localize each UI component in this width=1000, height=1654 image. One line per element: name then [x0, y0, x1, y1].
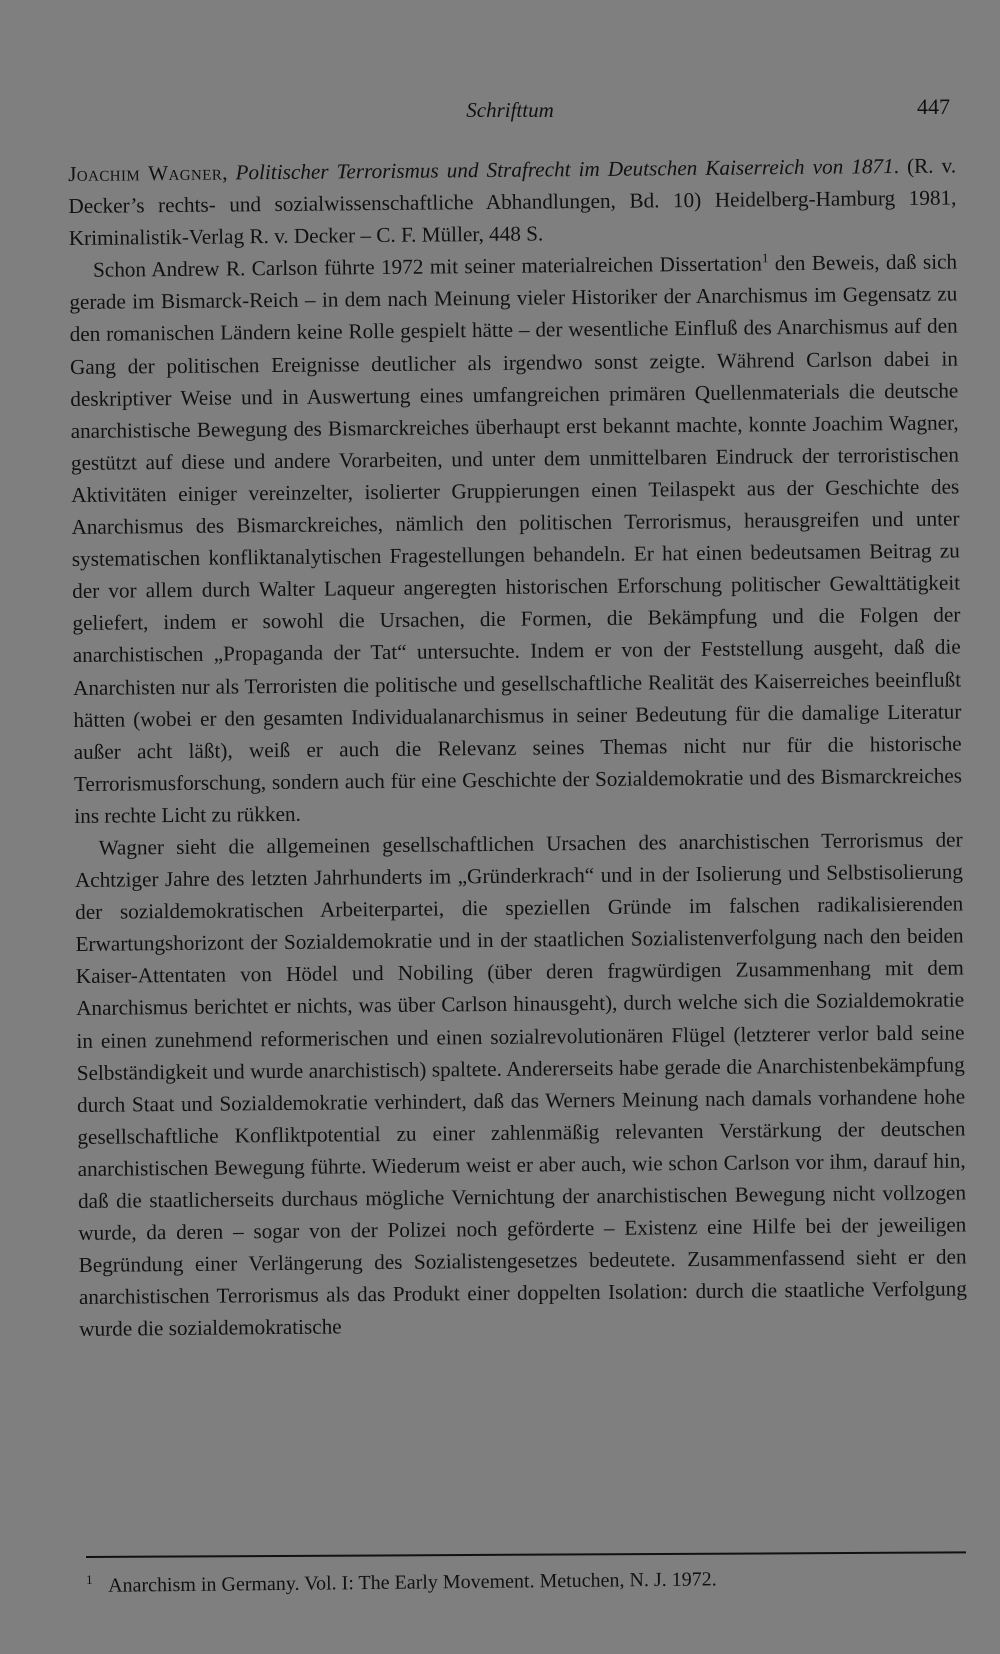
running-title: Schrifttum	[466, 98, 554, 122]
review-author: Joachim Wagner	[68, 160, 223, 186]
footnote-divider	[86, 1551, 966, 1558]
footnote-text: Anarchism in Germany. Vol. I: The Early Movement. Metuchen, N. J. 1972.	[108, 1568, 717, 1597]
paragraph-1-text-start: Schon Andrew R. Carlson führte 1972 mit seiner materialreichen Dissertation	[92, 251, 763, 283]
paragraph-1	[69, 246, 963, 832]
paragraph-1-text-rest: den Beweis, daß sich gerade im Bismarck-Reich – in dem nach Meinung vieler Historiker der Anarchismus im Gegensatz zu den romanischen Ländern keine Rolle gespielt hätte – der wesentliche Einfluß des Anarchismus auf den Gang der politischen Ereignisse deutlicher als irgendwo sonst zeigte. Während Carlson dabei in deskriptiver Weise und in Auswertung eines umfangreichen primären Quellenmaterials die deutsche anarchistische Bewegung des Bismarckreiches überhaupt erst bekannt machte, konnte Joachim Wagner, gestützt auf diese und andere Vorarbeiten, und unter dem unmittelbaren Eindruck der terroristischen Aktivitäten einiger vereinzelter, isolierter Gruppierungen einen Teilaspekt aus der Geschichte des Anarchismus des Bismarckreiches, nämlich den politischen Terrorismus, herausgreifen und unter systematischen konfliktanalytischen Fragestellungen behandeln. Er hat einen bedeutsamen Beitrag zu der vor allem durch Walter Laqueur angeregten historischen Erforschung politischer Gewalttätigkeit geliefert, indem er sowohl die Ursachen, die Formen, die Bekämpfung und die Folgen der anarchistischen „Propaganda der Tat“ untersuchte. Indem er von der Feststellung ausgeht, daß die Anarchisten nur als Terroristen die politische und gesellschaftliche Realität des Kaiserreiches beeinflußt hätten (wobei er den gesamten Individualanarchismus in seiner Bedeutung für die damalige Literatur außer acht läßt), weiß er auch die Relevanz seines Themas nicht nur für die historische Terrorismusforschung, sondern auch für eine Geschichte der Sozialdemokratie und des Bismarckreiches ins rechte Licht zu rükken.	[69, 249, 963, 828]
review-bibliographic-details: . (R. v. Decker’s rechts- und sozialwissenschaftliche Abhandlungen, Bd. 10) Heidelberg-Hamburg 1981, Kriminalistik-Verlag R. v. Decker – C. F. Müller, 448 S.	[68, 153, 957, 251]
running-head	[70, 92, 950, 126]
main-text	[68, 149, 967, 1345]
paragraph-2: Wagner sieht die allgemeinen gesellschaftlichen Ursachen des anarchistischen Terrorismus der Achtziger Jahre des letzten Jahrhunderts im „Gründerkrach“ und in der Isolierung und Selbstisolierung der sozialdemokratischen Arbeiterpartei, die speziellen Gründe im falschen radikalisierenden Erwartungshorizont der Sozialdemokratie und in der staatlichen Sozialistenverfolgung nach den beiden Kaiser-Attentaten von Hödel und Nobiling (über deren fragwürdigen Zusammenhang mit dem Anarchismus berichtet er nichts, was über Carlson hinausgeht), durch welche sich die Sozialdemokratie in einen zunehmend reformerischen und einen sozialrevolutionären Flügel (letzterer verlor bald seine Selbständigkeit und wurde anarchistisch) spaltete. Andererseits habe gerade die Anarchistenbekämpfung durch Staat und Sozialdemokratie verhindert, daß das Werners Meinung nach damals vorhandene hohe gesellschaftliche Konfliktpotential zu einer zahlenmäßig relevanten Verstärkung der deutschen anarchistischen Bewegung führte. Wiederum weist er aber auch, wie schon Carlson vor ihm, darauf hin, daß die staatlicherseits durchaus mögliche Vernichtung der anarchistischen Bewegung nicht vollzogen wurde, da deren – sogar von der Polizei noch geförderte – Existenz eine Hilfe bei der jeweiligen Begründung einer Verlängerung des Sozialistengesetzes bedeutete. Zusammenfassend sieht er den anarchistischen Terrorismus als das Produkt einer doppelten Isolation: durch die staatliche Verfolgung wurde die sozialdemokratische	[74, 827, 968, 1342]
review-heading: Joachim Wagner, Politischer Terrorismus und Strafrecht im Deutschen Kaiserreich von 1871. (R. v. Decker’s rechts- und sozialwissenschaftliche Abhandlungen, Bd. 10) Heidelberg-Hamburg 1981, Kriminalistik-Verlag R. v. Decker – C. F. Müller, 448 S.	[68, 153, 957, 251]
review-book-title: Politischer Terrorismus und Strafrecht im Deutschen Kaiserreich von 1871	[235, 154, 894, 185]
footnote-reference: 1	[761, 250, 769, 266]
page-number: 447	[917, 94, 950, 119]
footnote	[86, 1563, 956, 1600]
